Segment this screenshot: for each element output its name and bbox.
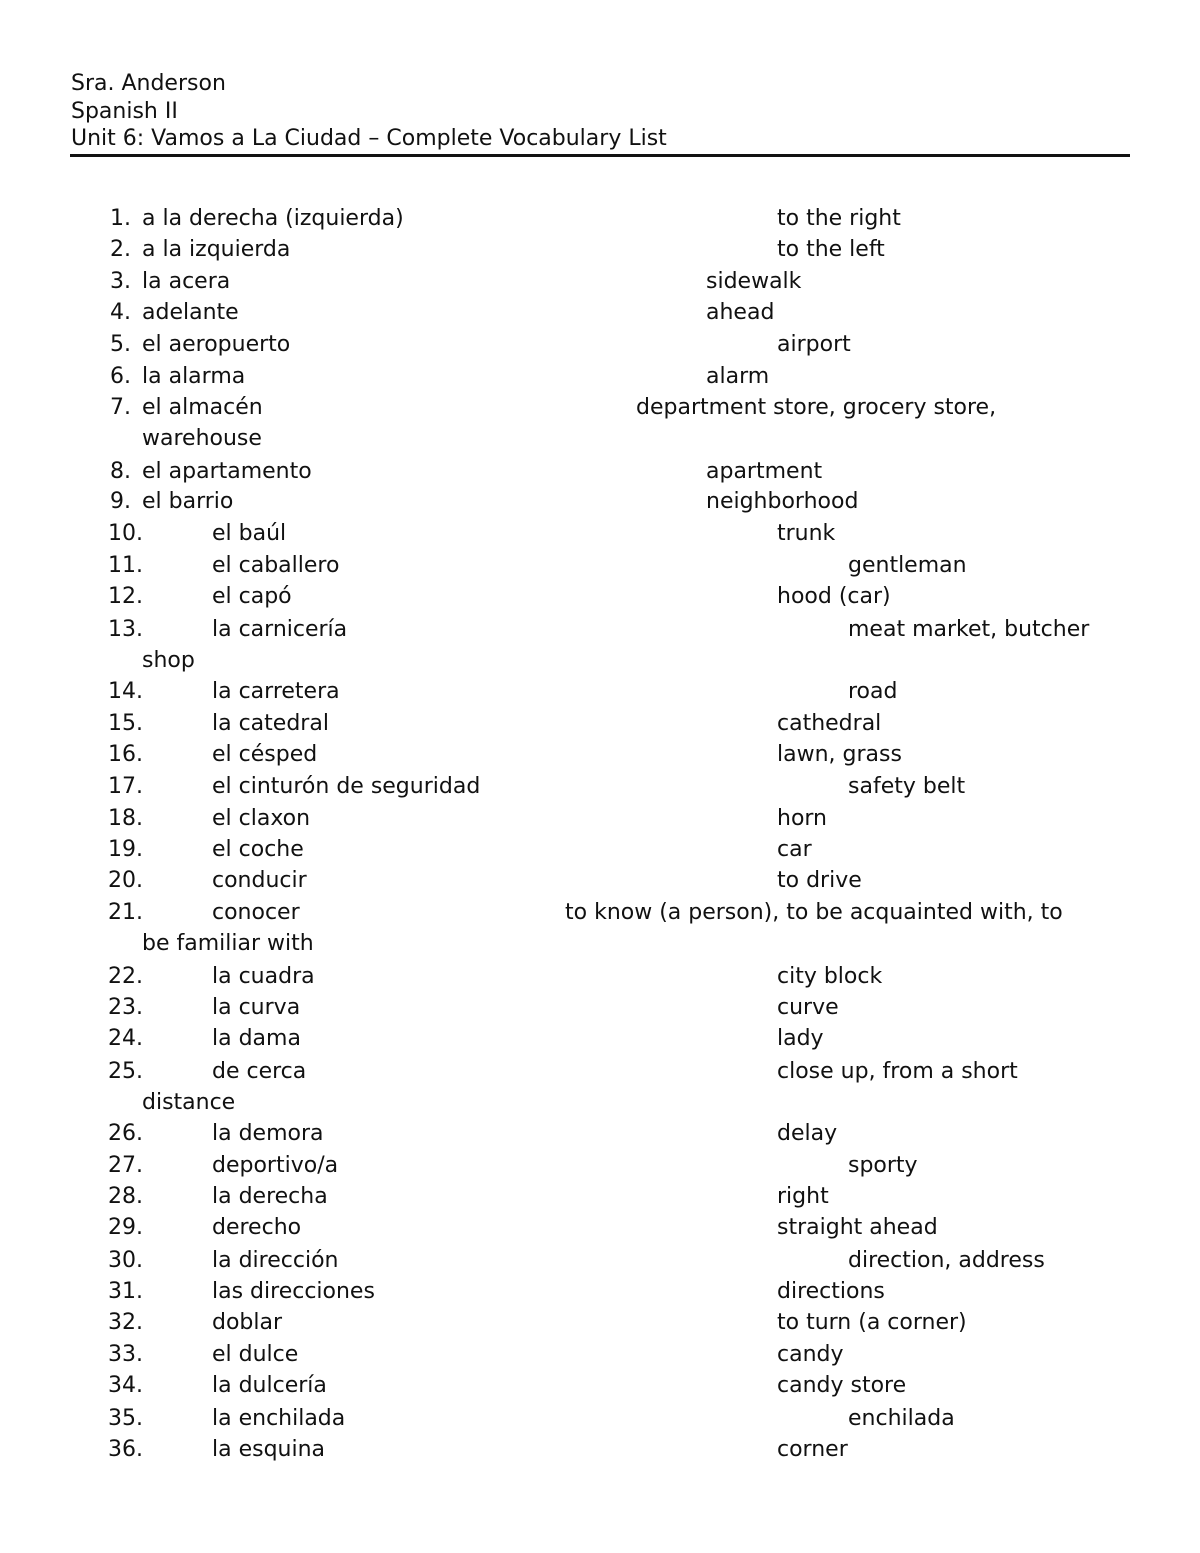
english-translation: alarm	[706, 364, 770, 389]
english-translation: to turn (a corner)	[777, 1310, 967, 1335]
item-number: 24.	[108, 1026, 143, 1051]
item-number: 14.	[108, 679, 143, 704]
item-number: 9.	[110, 489, 131, 514]
english-translation: car	[777, 837, 812, 862]
item-number: 17.	[108, 774, 143, 799]
item-number: 5.	[110, 332, 131, 357]
english-translation: direction, address	[848, 1248, 1045, 1273]
english-translation: sidewalk	[706, 269, 802, 294]
spanish-term: la curva	[212, 995, 301, 1020]
spanish-term: la alarma	[142, 364, 246, 389]
spanish-term: el cinturón de seguridad	[212, 774, 481, 799]
item-number: 1.	[110, 206, 131, 231]
spanish-term: la demora	[212, 1121, 324, 1146]
spanish-term: el apartamento	[142, 459, 312, 484]
item-number: 33.	[108, 1342, 143, 1367]
english-translation: candy store	[777, 1373, 907, 1398]
spanish-term: el barrio	[142, 489, 234, 514]
item-number: 22.	[108, 964, 143, 989]
item-number: 19.	[108, 837, 143, 862]
spanish-term: conocer	[212, 900, 300, 925]
english-translation: neighborhood	[706, 489, 859, 514]
item-number: 15.	[108, 711, 143, 736]
item-number: 12.	[108, 584, 143, 609]
item-number: 27.	[108, 1153, 143, 1178]
english-translation: meat market, butcher	[848, 617, 1090, 642]
english-translation: trunk	[777, 521, 836, 546]
translation-continuation: be familiar with	[142, 931, 314, 956]
english-translation: corner	[777, 1437, 848, 1462]
spanish-term: la dulcería	[212, 1373, 327, 1398]
english-translation: delay	[777, 1121, 838, 1146]
translation-continuation: distance	[142, 1090, 236, 1115]
translation-continuation: shop	[142, 648, 195, 673]
english-translation: to the right	[777, 206, 901, 231]
item-number: 4.	[110, 300, 131, 325]
spanish-term: la catedral	[212, 711, 329, 736]
spanish-term: conducir	[212, 868, 307, 893]
course-name: Spanish II	[71, 98, 178, 124]
item-number: 2.	[110, 237, 131, 262]
item-number: 26.	[108, 1121, 143, 1146]
english-translation: curve	[777, 995, 839, 1020]
english-translation: road	[848, 679, 898, 704]
english-translation: straight ahead	[777, 1215, 938, 1240]
item-number: 20.	[108, 868, 143, 893]
spanish-term: el dulce	[212, 1342, 299, 1367]
spanish-term: el almacén	[142, 395, 263, 420]
spanish-term: a la derecha (izquierda)	[142, 206, 404, 231]
item-number: 36.	[108, 1437, 143, 1462]
english-translation: lawn, grass	[777, 742, 902, 767]
english-translation: cathedral	[777, 711, 882, 736]
spanish-term: las direcciones	[212, 1279, 375, 1304]
english-translation: to drive	[777, 868, 862, 893]
spanish-term: de cerca	[212, 1059, 307, 1084]
document-header	[71, 70, 667, 153]
spanish-term: la cuadra	[212, 964, 315, 989]
spanish-term: deportivo/a	[212, 1153, 339, 1178]
english-translation: sporty	[848, 1153, 918, 1178]
item-number: 31.	[108, 1279, 143, 1304]
english-translation: department store, grocery store,	[636, 395, 997, 420]
teacher-name: Sra. Anderson	[71, 71, 226, 96]
english-translation: directions	[777, 1279, 885, 1304]
item-number: 29.	[108, 1215, 143, 1240]
item-number: 11.	[108, 553, 143, 578]
item-number: 13.	[108, 617, 143, 642]
english-translation: candy	[777, 1342, 844, 1367]
item-number: 16.	[108, 742, 143, 767]
english-translation: lady	[777, 1026, 824, 1051]
spanish-term: la carretera	[212, 679, 340, 704]
item-number: 28.	[108, 1184, 143, 1209]
item-number: 6.	[110, 364, 131, 389]
spanish-term: el baúl	[212, 521, 287, 546]
spanish-term: el caballero	[212, 553, 340, 578]
english-translation: gentleman	[848, 553, 967, 578]
translation-continuation: warehouse	[142, 426, 262, 451]
spanish-term: derecho	[212, 1215, 302, 1240]
english-translation: hood (car)	[777, 584, 891, 609]
english-translation: ahead	[706, 300, 775, 325]
spanish-term: la enchilada	[212, 1406, 346, 1431]
spanish-term: el claxon	[212, 806, 311, 831]
item-number: 25.	[108, 1059, 143, 1084]
english-translation: close up, from a short	[777, 1059, 1018, 1084]
item-number: 3.	[110, 269, 131, 294]
spanish-term: el césped	[212, 742, 318, 767]
spanish-term: la dama	[212, 1026, 301, 1051]
english-translation: safety belt	[848, 774, 966, 799]
item-number: 35.	[108, 1406, 143, 1431]
item-number: 34.	[108, 1373, 143, 1398]
spanish-term: el aeropuerto	[142, 332, 291, 357]
item-number: 23.	[108, 995, 143, 1020]
english-translation: right	[777, 1184, 829, 1209]
english-translation: horn	[777, 806, 828, 831]
item-number: 18.	[108, 806, 143, 831]
spanish-term: la esquina	[212, 1437, 326, 1462]
english-translation: to the left	[777, 237, 885, 262]
item-number: 7.	[110, 395, 131, 420]
spanish-term: el capó	[212, 584, 292, 609]
english-translation: to know (a person), to be acquainted with, to	[565, 900, 1063, 925]
english-translation: enchilada	[848, 1406, 955, 1431]
item-number: 10.	[108, 521, 143, 546]
english-translation: apartment	[706, 459, 823, 484]
spanish-term: doblar	[212, 1310, 283, 1335]
spanish-term: la derecha	[212, 1184, 328, 1209]
item-number: 21.	[108, 900, 143, 925]
spanish-term: adelante	[142, 300, 239, 325]
spanish-term: la carnicería	[212, 617, 348, 642]
spanish-term: el coche	[212, 837, 304, 862]
spanish-term: la acera	[142, 269, 231, 294]
english-translation: city block	[777, 964, 883, 989]
item-number: 30.	[108, 1248, 143, 1273]
page-title: Unit 6: Vamos a La Ciudad – Complete Vocabulary List	[71, 126, 667, 151]
spanish-term: a la izquierda	[142, 237, 291, 262]
item-number: 32.	[108, 1310, 143, 1335]
spanish-term: la dirección	[212, 1248, 339, 1273]
english-translation: airport	[777, 332, 851, 357]
item-number: 8.	[110, 459, 131, 484]
header-divider	[70, 154, 1130, 157]
